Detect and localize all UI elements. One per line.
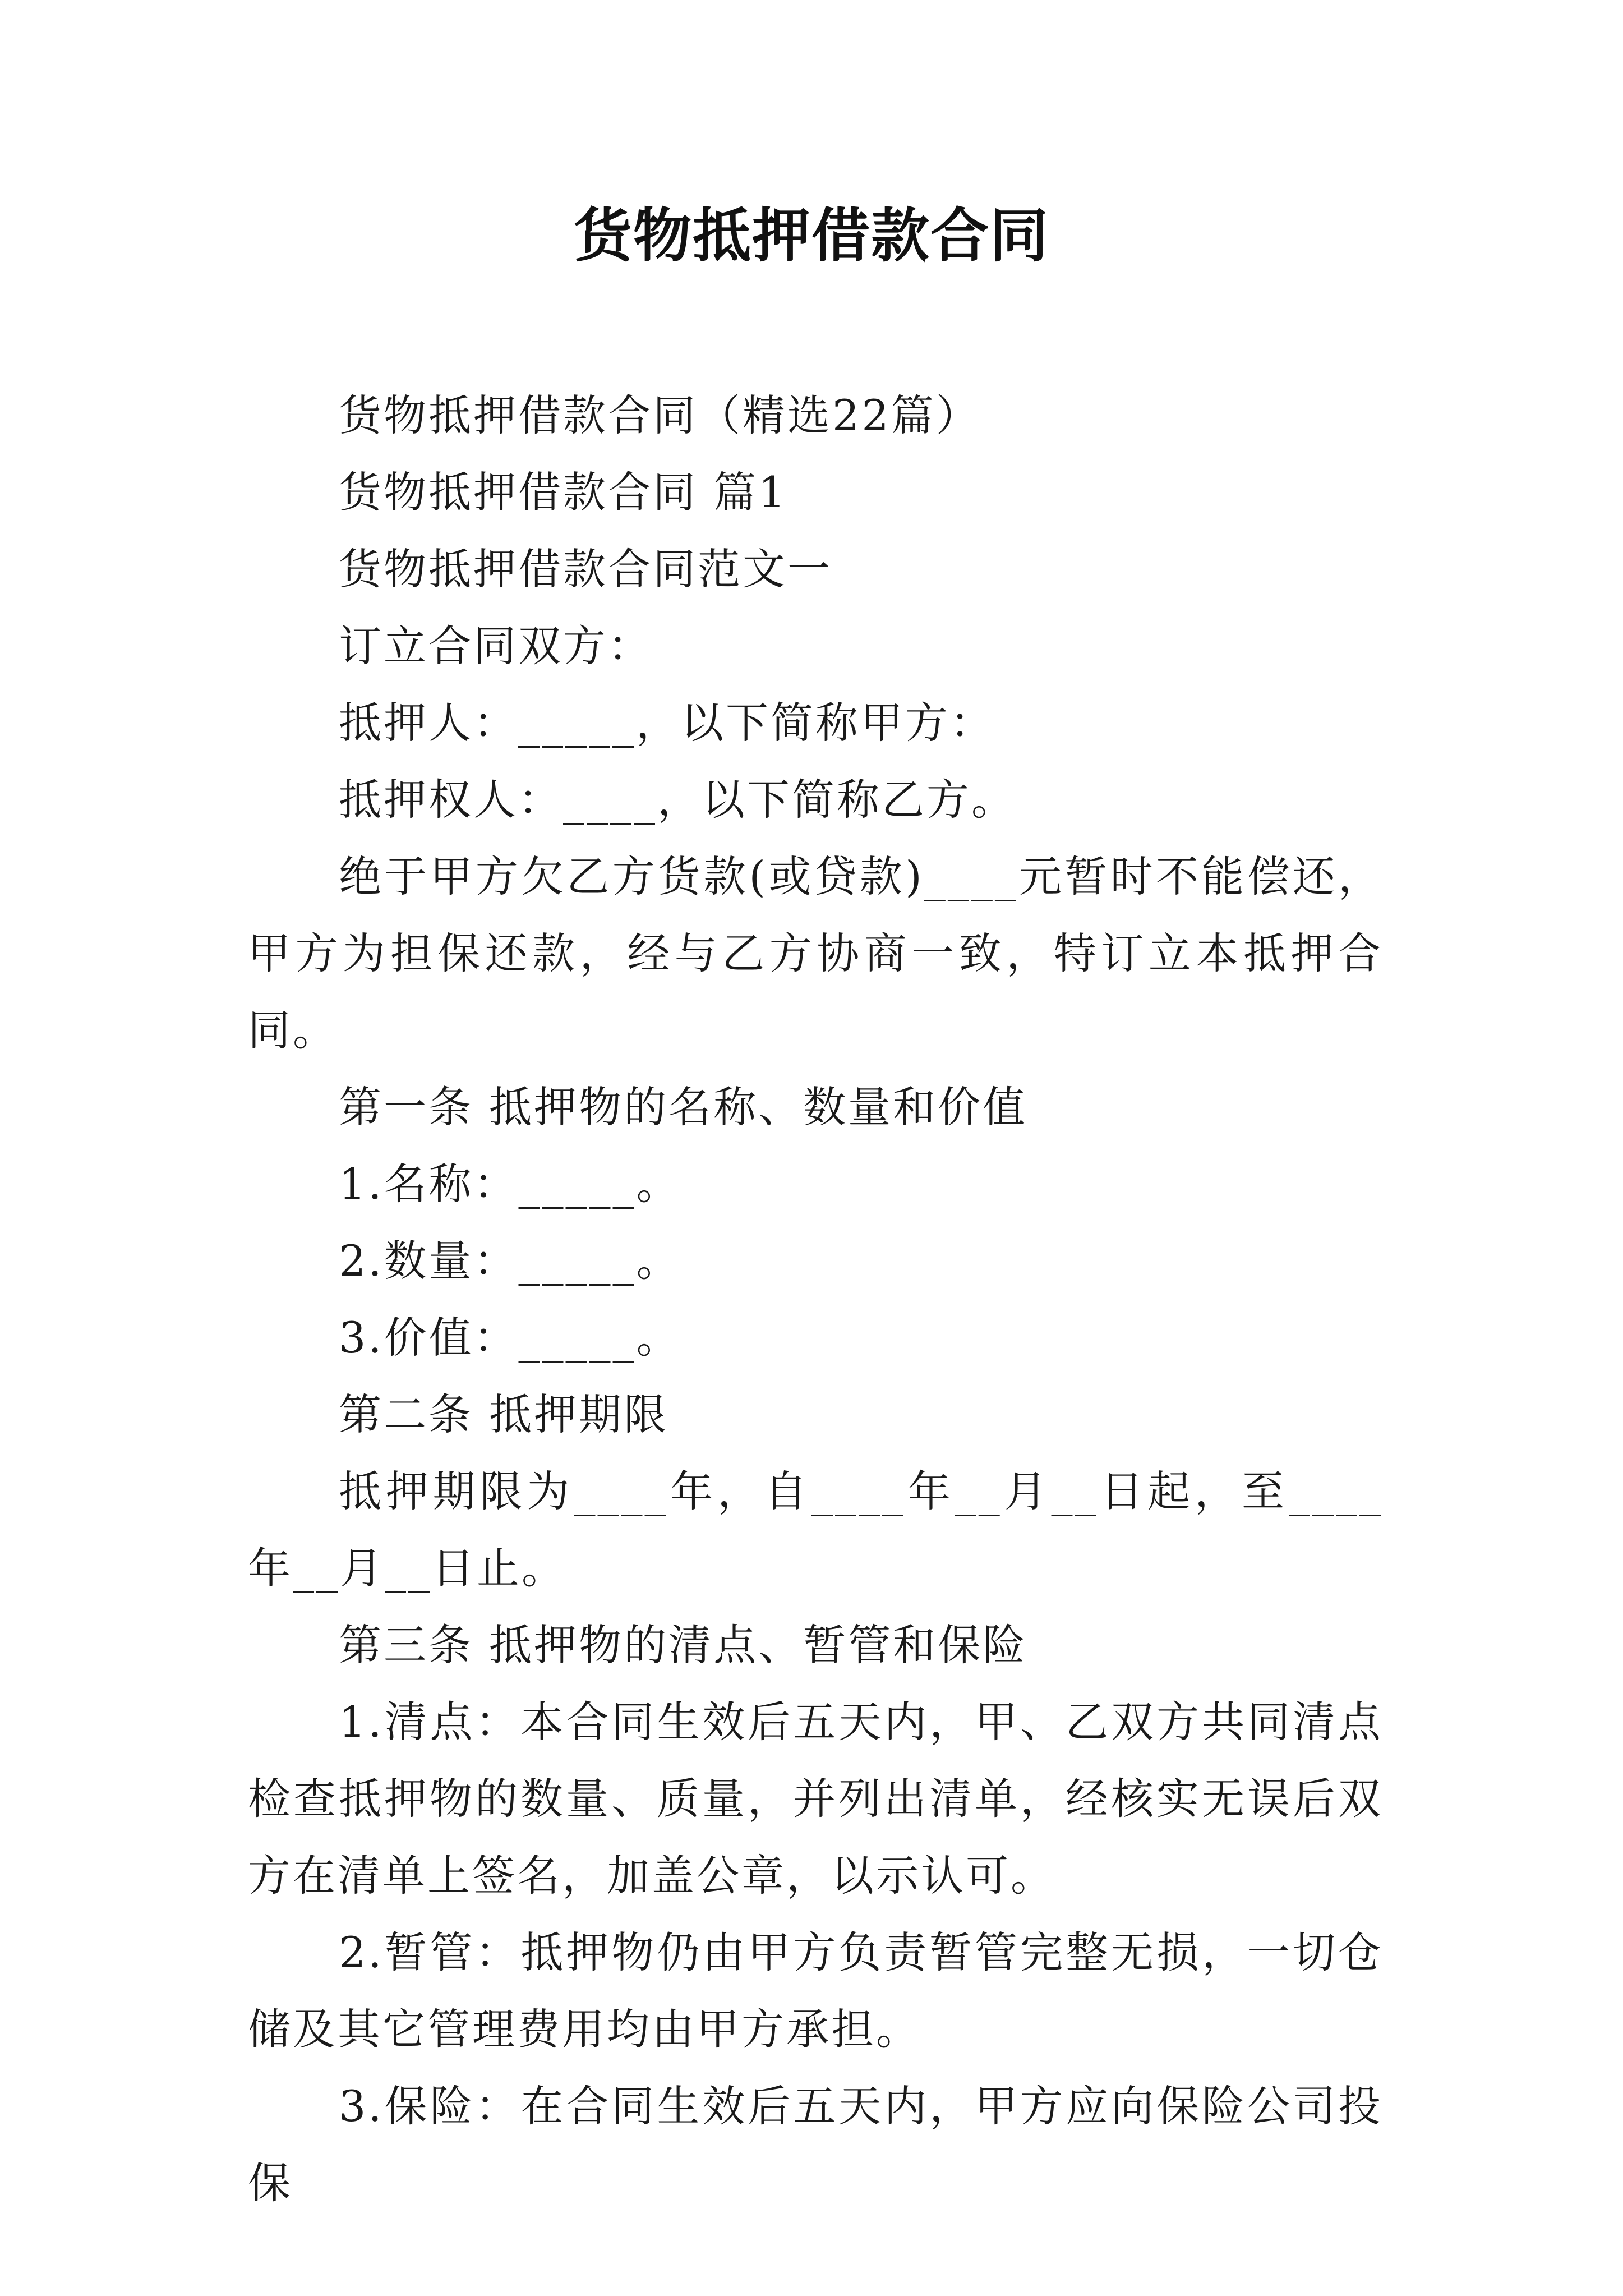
paragraph: 货物抵押借款合同范文一	[339, 544, 832, 594]
paragraph: 3.价值：_____。	[339, 1313, 681, 1363]
paragraph: 抵押期限为____年，自____年__月__日起，至____年__月__日止。	[248, 1466, 1383, 1593]
paragraph: 货物抵押借款合同（精选22篇）	[339, 390, 981, 440]
document-title: 货物抵押借款合同	[573, 201, 1049, 270]
section-heading: 第三条 抵押物的清点、暂管和保险	[339, 1620, 1028, 1670]
paragraph: 货物抵押借款合同 篇1	[339, 467, 788, 517]
section-heading: 第一条 抵押物的名称、数量和价值	[339, 1082, 1028, 1132]
section-heading: 第二条 抵押期限	[339, 1389, 669, 1439]
document-body	[248, 377, 1383, 2221]
paragraph: 2.数量：_____。	[339, 1236, 681, 1286]
paragraph: 绝于甲方欠乙方货款(或贷款)____元暂时不能偿还，甲方为担保还款，经与乙方协商一致，特订立本抵押合同。	[248, 852, 1383, 1055]
paragraph: 1.清点：本合同生效后五天内，甲、乙双方共同清点检查抵押物的数量、质量，并列出清单，经核实无误后双方在清单上签名，加盖公章，以示认可。	[248, 1697, 1383, 1901]
paragraph: 1.名称：_____。	[339, 1159, 681, 1209]
paragraph: 3.保险：在合同生效后五天内，甲方应向保险公司投保	[248, 2081, 1383, 2208]
paragraph: 订立合同双方：	[339, 621, 653, 671]
paragraph: 抵押权人：____，以下简称乙方。	[339, 775, 1016, 825]
paragraph: 抵押人：_____，以下简称甲方：	[339, 698, 995, 748]
paragraph: 2.暂管：抵押物仍由甲方负责暂管完整无损，一切仓储及其它管理费用均由甲方承担。	[248, 1927, 1383, 2054]
